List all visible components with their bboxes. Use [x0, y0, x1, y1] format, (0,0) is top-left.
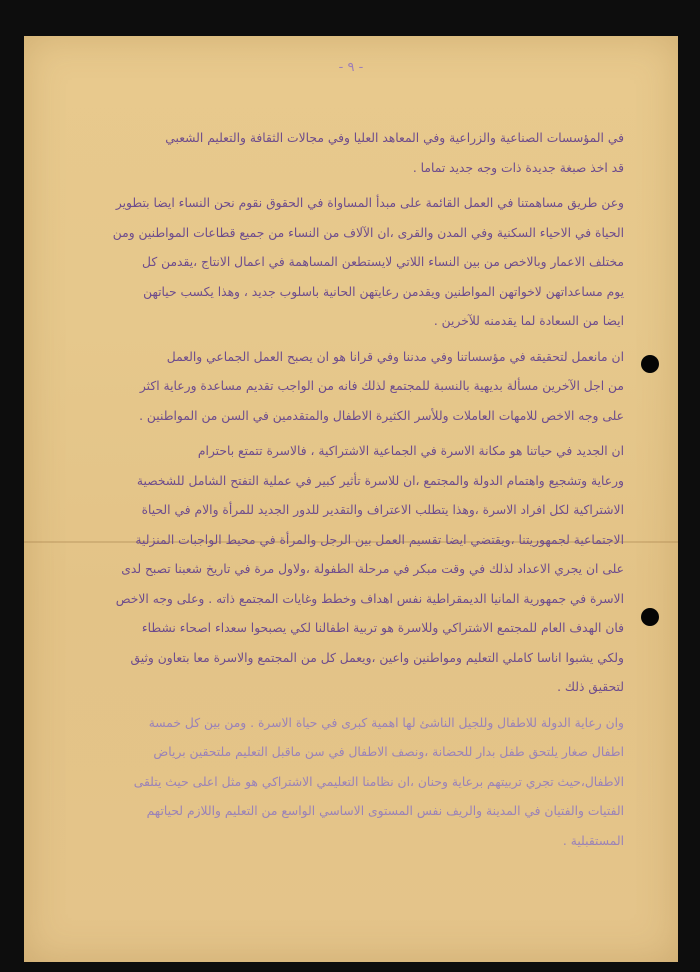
text-line: في المؤسسات الصناعية والزراعية وفي المعاهد العليا وفي مجالات الثقافة والتعليم الشعبي: [165, 131, 624, 145]
paragraph-1: [40, 124, 624, 183]
text-line: ولكي يشبوا اناسا كاملي التعليم ومواطنين واعين ،ويعمل كل من المجتمع والاسرة معا بتعاون وثيق: [130, 650, 624, 665]
text-line: قد اخذ صبغة جديدة ذات وجه جديد تماما .: [412, 160, 624, 175]
text-line: من اجل الآخرين مسألة بديهية بالنسبة للمجتمع لذلك فانه من الواجب تقديم مساعدة ورعاية اكثر: [139, 379, 624, 393]
text-line: الاشتراكية لكل افراد الاسرة ،وهذا يتطلب الاعتراف والتقدير للدور الجديد للمرأة والام في الحياة: [141, 503, 624, 517]
text-line: الاطفال،حيث تجري تربيتهم برعاية وحنان ،ان نظامنا التعليمي الاشتراكي هو مثل اعلى حيث يتلقى: [133, 774, 624, 789]
text-line: لتحقيق ذلك .: [557, 680, 624, 694]
paragraph-4: [40, 437, 624, 703]
paragraph-3: [40, 343, 624, 432]
text-line: اطفال صغار يلتحق طفل بدار للحضانة ،ونصف الاطفال في سن ماقبل التعليم ملتحقين برياض: [153, 745, 624, 759]
punch-hole-bottom: [641, 608, 659, 626]
paragraph-5: [40, 709, 624, 857]
text-line: على وجه الاخص للامهات العاملات وللأسر الكثيرة الاطفال والمتقدمين في السن من المواطنين .: [139, 408, 624, 423]
text-line: ان الجديد في حياتنا هو مكانة الاسرة في الجماعية الاشتراكية ، فالاسرة تتمتع باحترام: [197, 444, 624, 458]
text-line: ايضا من السعادة لما يقدمنه للآخرين .: [433, 314, 624, 328]
page-number: - ٩ -: [338, 60, 364, 75]
text-line: الاجتماعية لجمهوريتنا ،ويقتضي ايضا تقسيم العمل بين الرجل والمرأة في محيط الواجبات المنزلية: [135, 532, 624, 547]
text-line: يوم مساعداتهن لاخواتهن المواطنين ويقدمن رعايتهن الحانية باسلوب جديد ، وهذا يكسب حياتهن: [143, 284, 624, 299]
paragraph-2: [40, 189, 624, 337]
text-line: وعن طريق مساهمتنا في العمل القائمة على مبدأ المساواة في الحقوق نقوم نحن النساء ايضا بتطوير: [115, 196, 624, 210]
text-line: الحياة في الاحياء السكنية وفي المدن والقرى ،ان الآلاف من النساء من جميع قطاعات المواطنين ومن: [112, 225, 624, 240]
text-line: الفتيات والفتيان في المدينة والريف نفس المستوى الاساسي الواسع من التعليم واللازم لحياتهم: [146, 804, 624, 818]
text-line: فان الهدف العام للمجتمع الاشتراكي وللاسرة هو تربية اطفالنا لكي يصبحوا سعداء اصحاء نشطاء: [141, 621, 624, 635]
text-line: ورعاية وتشجيع واهتمام الدولة والمجتمع ،ان للاسرة تأثير كبير في عملية التفتح الشامل للشخصية: [136, 473, 624, 488]
text-line: المستقبلية .: [562, 833, 624, 848]
text-line: على ان يجري الاعداد لذلك في وقت مبكر في مرحلة الطفولة ،ولاول مرة في تاريخ شعبنا تصبح لدى: [121, 562, 624, 576]
document-page: [24, 36, 678, 962]
text-line: مختلف الاعمار وبالاخص من بين النساء اللاتي لايستطعن المساهمة في اعمال الانتاج ،يقدمن كل: [142, 255, 624, 269]
text-line: الاسرة في جمهورية المانيا الديمقراطية نفس اهداف وخطط وغايات المجتمع ذاته . وعلى وجه الاخص: [115, 591, 624, 606]
punch-hole-top: [641, 355, 659, 373]
body-text: [40, 124, 624, 856]
text-line: وان رعاية الدولة للاطفال وللجيل الناشئ لها اهمية كبرى في حياة الاسرة . ومن بين كل خمسة: [148, 715, 624, 730]
text-line: ان مانعمل لتحقيقه في مؤسساتنا وفي مدننا وفي قرانا هو ان يصبح العمل الجماعي والعمل: [166, 349, 624, 364]
